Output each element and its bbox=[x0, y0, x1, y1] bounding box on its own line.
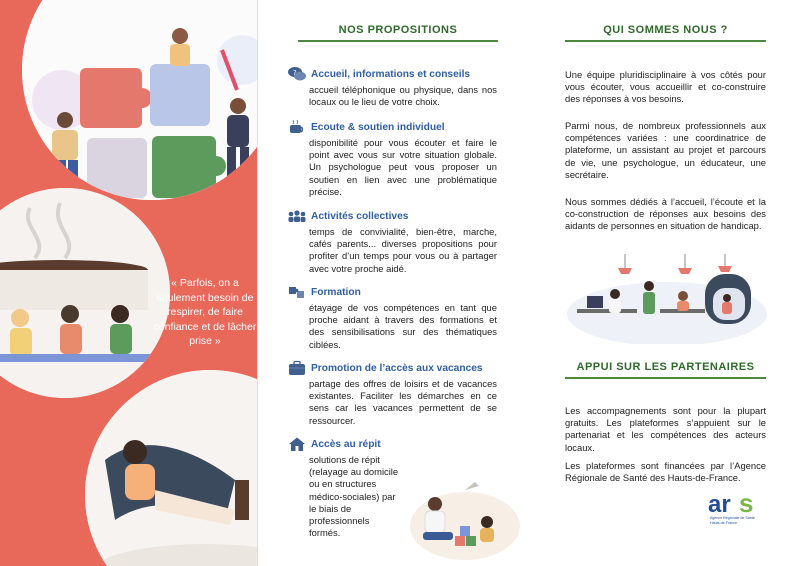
house-icon bbox=[287, 436, 307, 452]
proposition-title: Accès au répit bbox=[311, 438, 381, 450]
proposition-title: Formation bbox=[311, 286, 361, 298]
proposition-body: solutions de répit (relayage au domicile ou en structures médico-sociales) par le biais de professionnels formés. bbox=[309, 454, 399, 539]
proposition-body: accueil téléphonique ou physique, dans nos locaux ou le lieu de votre choix. bbox=[309, 84, 497, 108]
partenaires-title: APPUI SUR LES PARTENAIRES bbox=[576, 361, 755, 373]
puzzle-team-illustration bbox=[22, 0, 258, 200]
family-play-illustration bbox=[405, 476, 520, 561]
team-paragraph: Une équipe pluridisciplinaire à vos côtés pour vous écouter, vous accueillir et co-construire des réponses à vos besoins. bbox=[565, 69, 766, 105]
puzzle-icon bbox=[287, 284, 307, 300]
proposition-title: Activités collectives bbox=[311, 210, 409, 222]
proposition-body: partage des offres de loisirs et de vacances existantes. Faciliter les démarches en ce sens car les vacances permettent de se ressourcer. bbox=[309, 378, 497, 426]
left-illustration-panel bbox=[0, 0, 258, 566]
quote-text: « Parfois, on a seulement besoin de respirer, de faire confiance et de lâcher prise » bbox=[153, 277, 257, 347]
proposition-activites bbox=[287, 208, 497, 275]
chat-bubbles-icon bbox=[287, 66, 307, 82]
relaxing-woman-drawing bbox=[85, 370, 258, 566]
partners-paragraph: Les accompagnements sont pour la plupart gratuits. Les plateformes s’appuient sur le partenariat et les compétences des acteurs locaux. bbox=[565, 405, 766, 453]
mission-paragraph: Nous sommes dédiés à l’accueil, l’écoute et la co-construction de réponses aux besoins des aidants de personnes en situation de handicap. bbox=[565, 196, 766, 232]
qui-sommes-nous-rule bbox=[565, 40, 766, 42]
svg-text:s: s bbox=[739, 488, 754, 518]
propositions-rule bbox=[298, 40, 498, 42]
suitcase-icon bbox=[287, 360, 307, 376]
partenaires-rule bbox=[565, 377, 766, 379]
svg-text:Hauts-de-France: Hauts-de-France bbox=[710, 521, 737, 525]
proposition-ecoute bbox=[287, 119, 497, 198]
propositions-title: NOS PROPOSITIONS bbox=[338, 24, 458, 36]
coffee-friends-illustration bbox=[0, 188, 170, 398]
coffee-friends-drawing bbox=[0, 188, 170, 398]
puzzle-team-drawing bbox=[22, 0, 258, 200]
proposition-title: Accueil, informations et conseils bbox=[311, 68, 471, 80]
proposition-body: disponibilité pour vous écouter et faire le point avec vous sur votre situation globale. Un psychologue peut vous proposer un soutien en lien avec une problématique précise. bbox=[309, 137, 497, 197]
coffee-cup-icon bbox=[287, 119, 307, 135]
proposition-body: temps de convivialité, bien-être, marche, cafés parents... diverses propositions pour profiter d’un temps pour vous ou à partager avec votre proche aidé. bbox=[309, 226, 497, 274]
proposition-title: Promotion de l’accès aux vacances bbox=[311, 362, 483, 374]
group-icon bbox=[287, 208, 307, 224]
svg-text:ar: ar bbox=[708, 491, 731, 518]
funding-paragraph: Les plateformes sont financées par l’Agence Régionale de Santé des Hauts-de-France. bbox=[565, 460, 766, 484]
relaxing-woman-illustration bbox=[85, 370, 258, 566]
proposition-title: Ecoute & soutien individuel bbox=[311, 121, 445, 133]
qui-sommes-nous-title: QUI SOMMES NOUS ? bbox=[603, 24, 728, 36]
fold-divider bbox=[257, 0, 258, 566]
proposition-formation bbox=[287, 284, 497, 351]
professionals-paragraph: Parmi nous, de nombreux professionnels aux compétences variées : une coordinatrice de plateforme, un assistant au projet et parcours de vie, une psychologue, un éducateur, une secrétaire. bbox=[565, 120, 766, 180]
ars-logo bbox=[706, 488, 776, 532]
svg-text:Agence Régionale de Santé: Agence Régionale de Santé bbox=[710, 516, 755, 520]
proposition-body: étayage de vos compétences en tant que proche aidant à travers des formations et des sensibilisations sur des thématiques ciblées. bbox=[309, 302, 497, 350]
proposition-accueil bbox=[287, 66, 497, 108]
proposition-vacances bbox=[287, 360, 497, 427]
office-illustration bbox=[565, 254, 770, 344]
svg-text:?: ? bbox=[293, 69, 297, 77]
